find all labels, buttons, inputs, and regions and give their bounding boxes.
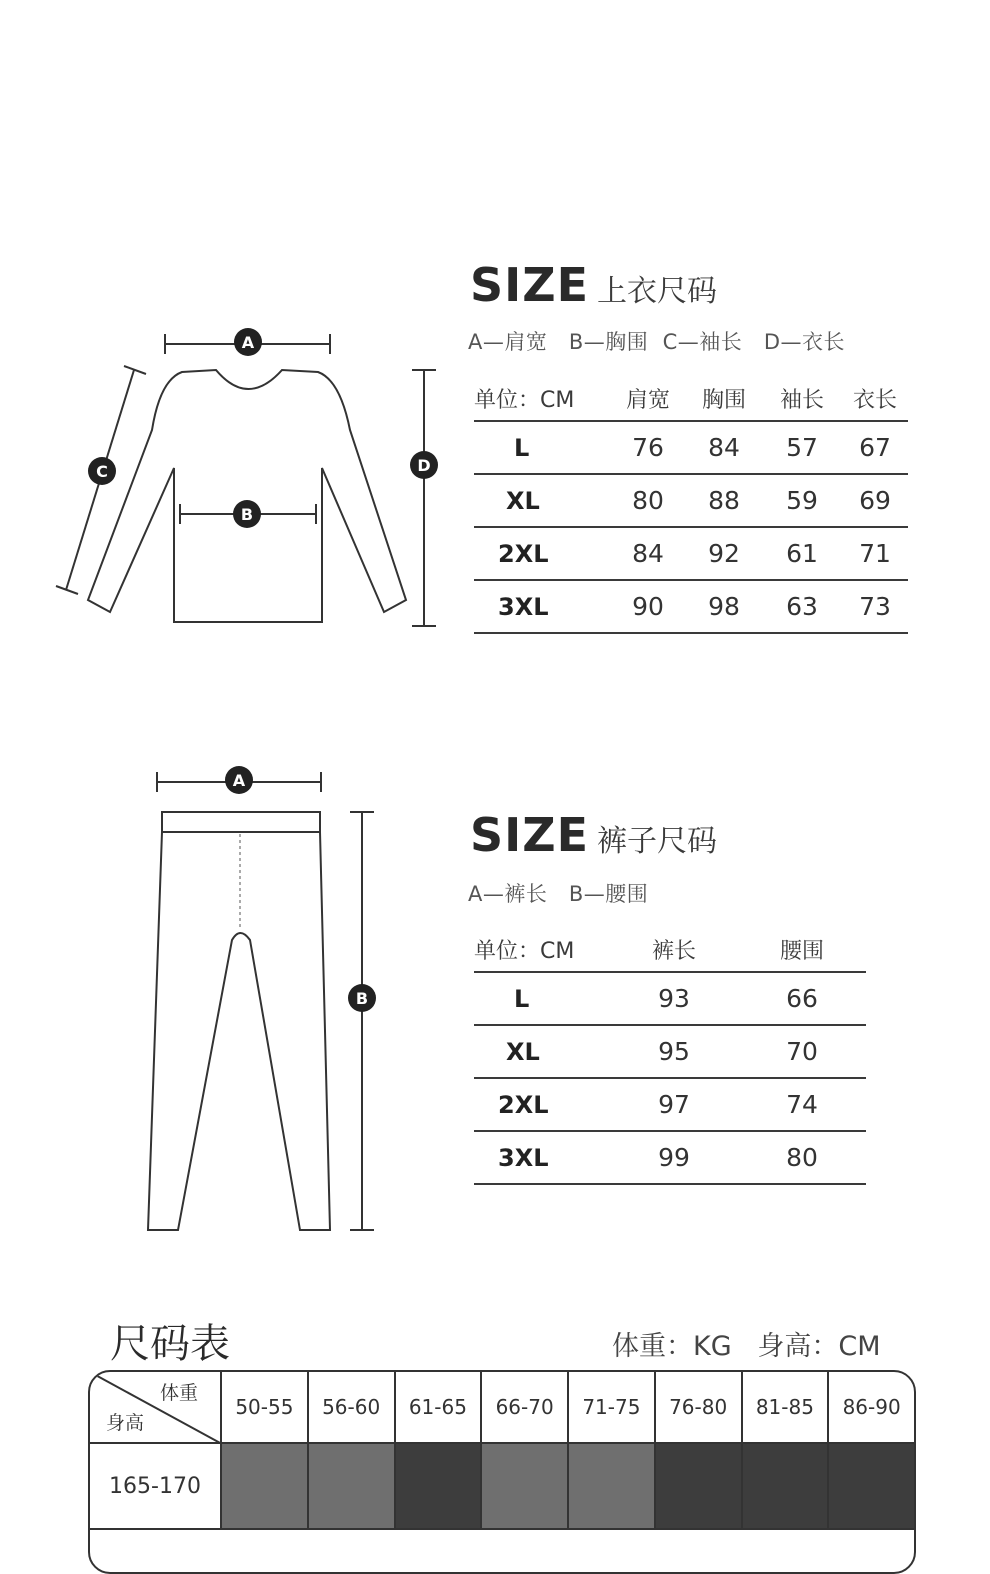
size-cell: XL [474, 474, 610, 527]
fit-cell [480, 1444, 567, 1528]
unit-header: 单位：CM [474, 376, 610, 421]
size-chart-title: 尺码表 [110, 1321, 230, 1367]
col-header: 衣长 [842, 376, 908, 421]
pants-heading [470, 808, 717, 862]
value-cell: 63 [762, 580, 842, 633]
value-cell: 84 [610, 527, 686, 580]
value-cell: 92 [686, 527, 762, 580]
col-header: 裤长 [610, 927, 738, 972]
value-cell: 59 [762, 474, 842, 527]
value-cell: 76 [610, 421, 686, 474]
row-divider [90, 1528, 914, 1530]
marker-d-text: D [417, 456, 431, 475]
shirt-size-table [474, 376, 908, 634]
table-row [474, 1078, 866, 1131]
fit-cell [741, 1444, 828, 1528]
size-chart-units: 体重：KG 身高：CM [612, 1331, 881, 1362]
fit-cell [827, 1444, 914, 1528]
weight-col-header: 76-80 [654, 1372, 741, 1442]
size-cell: XL [474, 1025, 610, 1078]
table-row [474, 972, 866, 1025]
marker-a-text: A [241, 333, 255, 352]
table-row [474, 421, 908, 474]
height-row-label: 165-170 [109, 1473, 201, 1499]
col-header: 腰围 [738, 927, 866, 972]
value-cell: 95 [610, 1025, 738, 1078]
fit-cell [307, 1444, 394, 1528]
weight-col-header: 50-55 [220, 1372, 307, 1442]
weight-col-header: 81-85 [741, 1372, 828, 1442]
value-cell: 61 [762, 527, 842, 580]
table-row [474, 1025, 866, 1078]
pants-size-table [474, 927, 866, 1185]
corner-height-label: 身高 [106, 1412, 145, 1434]
value-cell: 80 [610, 474, 686, 527]
size-cell: L [474, 972, 610, 1025]
table-header-row [474, 927, 866, 972]
value-cell: 71 [842, 527, 908, 580]
value-cell: 80 [738, 1131, 866, 1184]
col-header: 胸围 [686, 376, 762, 421]
marker-a-pants-text: A [232, 771, 246, 790]
table-header-row [474, 376, 908, 421]
value-cell: 66 [738, 972, 866, 1025]
corner-weight-label: 体重 [160, 1382, 199, 1404]
pants-outline [148, 832, 330, 1230]
size-chart-grid [88, 1370, 916, 1574]
shirt-outline [88, 370, 406, 622]
shirt-size-subtitle: 上衣尺码 [597, 274, 718, 309]
pants-legend: A—裤长 B—腰围 [468, 882, 649, 906]
fit-cell [394, 1444, 481, 1528]
marker-b-pants-text: B [355, 989, 369, 1008]
value-cell: 98 [686, 580, 762, 633]
fit-cell [654, 1444, 741, 1528]
value-cell: 90 [610, 580, 686, 633]
pants-size-word: SIZE [470, 808, 590, 862]
value-cell: 74 [738, 1078, 866, 1131]
marker-b-text: B [240, 505, 254, 524]
weight-col-header: 71-75 [567, 1372, 654, 1442]
value-cell: 93 [610, 972, 738, 1025]
weight-col-header: 66-70 [480, 1372, 567, 1442]
value-cell: 73 [842, 580, 908, 633]
value-cell: 88 [686, 474, 762, 527]
value-cell: 70 [738, 1025, 866, 1078]
size-cell: 3XL [474, 1131, 610, 1184]
pants-waistband [162, 812, 320, 832]
table-row [474, 527, 908, 580]
size-cell: 3XL [474, 580, 610, 633]
shirt-size-word: SIZE [470, 258, 590, 312]
shirt-heading [470, 258, 717, 312]
col-header: 肩宽 [610, 376, 686, 421]
value-cell: 99 [610, 1131, 738, 1184]
weight-col-header: 86-90 [827, 1372, 914, 1442]
size-cell: L [474, 421, 610, 474]
shirt-legend: A—肩宽 B—胸围 C—袖长 D—衣长 [468, 330, 846, 354]
weight-col-header: 61-65 [394, 1372, 481, 1442]
value-cell: 69 [842, 474, 908, 527]
table-row [474, 580, 908, 633]
value-cell: 57 [762, 421, 842, 474]
pants-size-subtitle: 裤子尺码 [597, 824, 718, 859]
fit-cell [220, 1444, 307, 1528]
value-cell: 67 [842, 421, 908, 474]
weight-col-header: 56-60 [307, 1372, 394, 1442]
table-row [474, 474, 908, 527]
unit-header: 单位：CM [474, 927, 610, 972]
fit-cell [567, 1444, 654, 1528]
value-cell: 84 [686, 421, 762, 474]
value-cell: 97 [610, 1078, 738, 1131]
marker-c-text: C [96, 462, 108, 481]
size-cell: 2XL [474, 527, 610, 580]
size-cell: 2XL [474, 1078, 610, 1131]
table-row [474, 1131, 866, 1184]
col-header: 袖长 [762, 376, 842, 421]
